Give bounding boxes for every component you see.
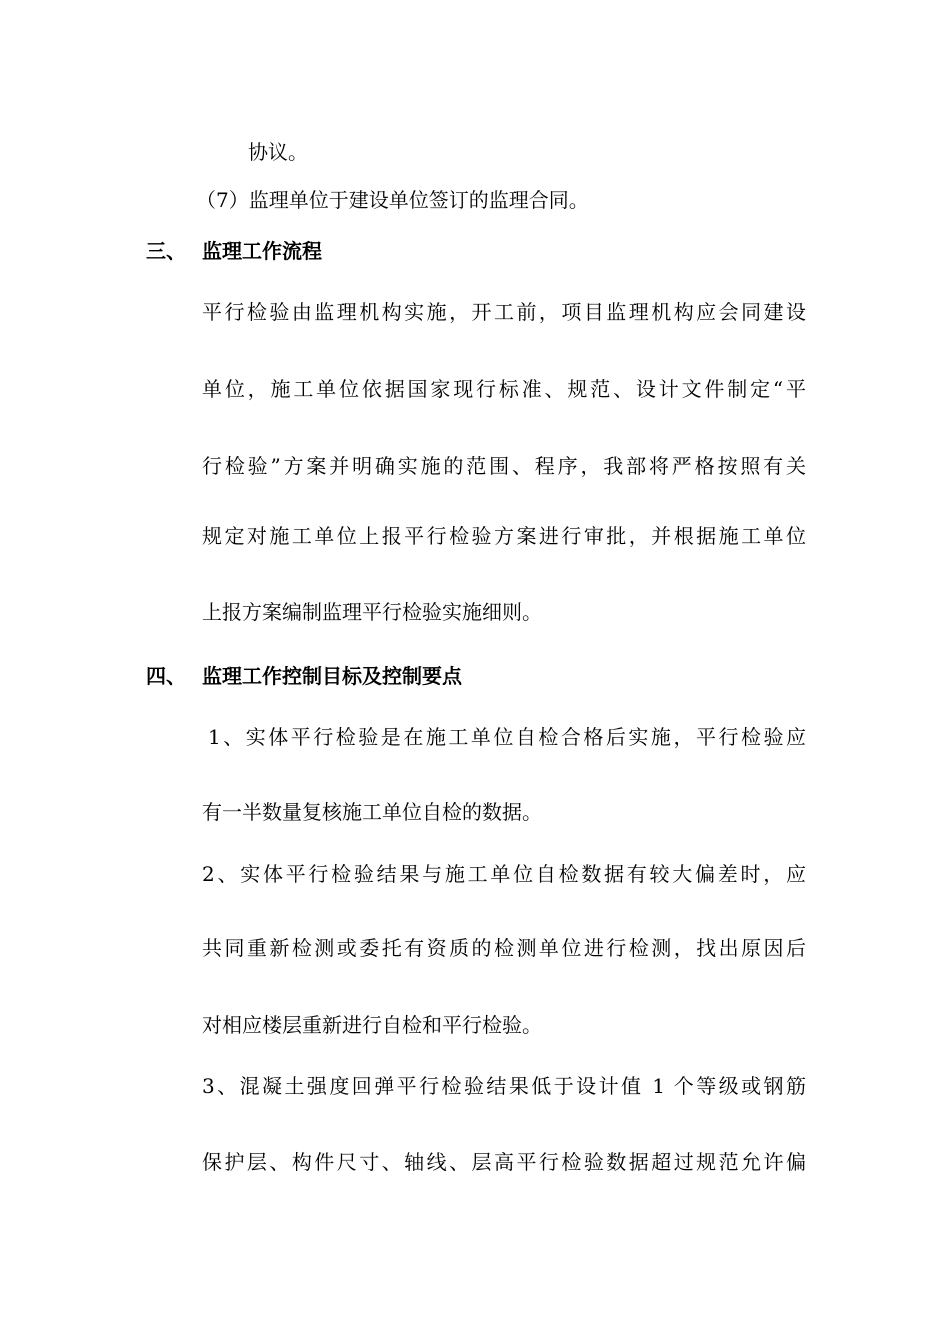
point-1-line: 1、实体平行检验是在施工单位自检合格后实施，平行检验应 — [208, 725, 806, 749]
item-7: （7）监理单位于建设单位签订的监理合同。 — [196, 188, 589, 212]
section-3-line: 行检验”方案并明确实施的范围、程序，我部将严格按照有关 — [202, 454, 806, 478]
section-3-line: 上报方案编制监理平行检验实施细则。 — [202, 600, 542, 624]
point-1-line: 有一半数量复核施工单位自检的数据。 — [202, 800, 542, 824]
section-3-title: 监理工作流程 — [202, 239, 322, 263]
section-4-number: 四、 — [146, 664, 186, 688]
point-2-line: 共同重新检测或委托有资质的检测单位进行检测，找出原因后 — [202, 936, 806, 960]
section-3-line: 规定对施工单位上报平行检验方案进行审批，并根据施工单位 — [202, 524, 806, 548]
point-3-line: 保护层、构件尺寸、轴线、层高平行检验数据超过规范允许偏 — [202, 1150, 806, 1174]
section-4-title: 监理工作控制目标及控制要点 — [202, 664, 462, 688]
continuation-tail: 协议。 — [248, 140, 308, 164]
section-3-number: 三、 — [146, 239, 186, 263]
section-3-line: 平行检验由监理机构实施，开工前，项目监理机构应会同建设 — [202, 300, 806, 324]
section-3-line: 单位，施工单位依据国家现行标准、规范、设计文件制定“平 — [202, 377, 806, 401]
point-2-line: 对相应楼层重新进行自检和平行检验。 — [202, 1013, 542, 1037]
point-3-line: 3、混凝土强度回弹平行检验结果低于设计值 1 个等级或钢筋 — [202, 1074, 806, 1098]
point-2-line: 2、实体平行检验结果与施工单位自检数据有较大偏差时，应 — [202, 862, 806, 886]
